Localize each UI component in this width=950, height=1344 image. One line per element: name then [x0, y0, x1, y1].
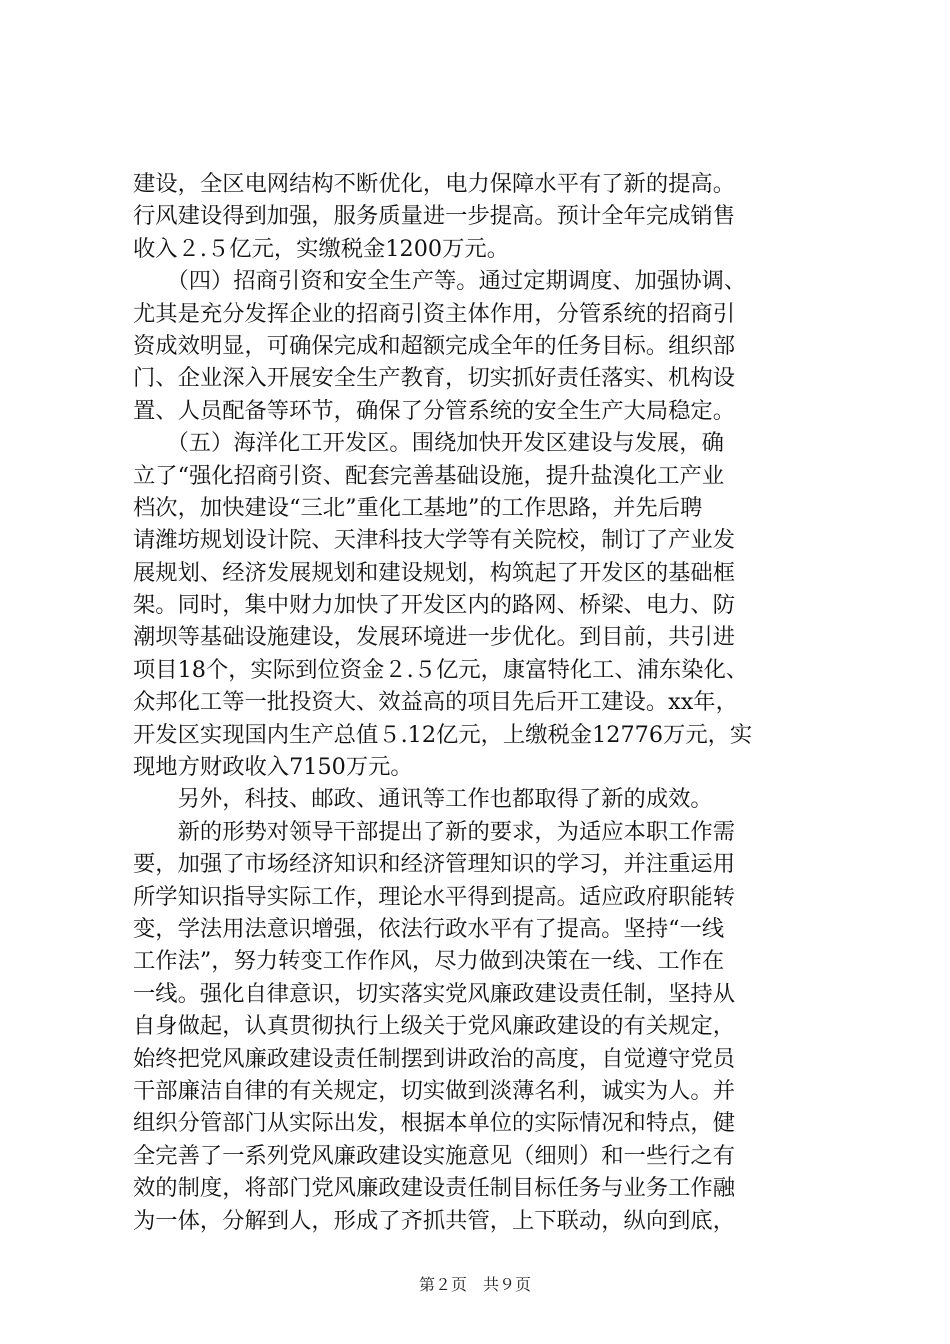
page-footer: 第２页 共９页 [418, 1275, 531, 1294]
text-line: 众邦化工等一批投资大、效益高的项目先后开工建设。xx年， [133, 689, 738, 716]
text-line: 要，加强了市场经济知识和经济管理知识的学习，并注重运用 [133, 851, 736, 878]
text-line: 干部廉洁自律的有关规定，切实做到淡薄名利，诚实为人。并 [133, 1077, 736, 1104]
text-line: 潮坝等基础设施建设，发展环境进一步优化。到目前，共引进 [133, 624, 736, 651]
text-line: （四）招商引资和安全生产等。通过定期调度、加强协调、 [133, 268, 747, 295]
text-line: 变，学法用法意识增强，依法行政水平有了提高。坚持“一线 [133, 915, 725, 942]
text-line: 资成效明显，可确保完成和超额完成全年的任务目标。组织部 [133, 332, 736, 359]
text-line: 门、企业深入开展安全生产教育，切实抓好责任落实、机构设 [133, 365, 736, 392]
text-line: 现地方财政收入7150万元。 [133, 754, 413, 781]
text-line: 为一体，分解到人，形成了齐抓共管，上下联动，纵向到底， [133, 1207, 736, 1234]
text-line: 收入２.５亿元，实缴税金1200万元。 [133, 235, 509, 262]
text-line: 新的形势对领导干部提出了新的要求，为适应本职工作需 [133, 818, 736, 845]
text-line: 一线。强化自律意识，切实落实党风廉政建设责任制，坚持从 [133, 980, 736, 1007]
body-text [133, 168, 823, 1237]
text-line: 开发区实现国内生产总值５.12亿元，上缴税金12776万元，实 [133, 721, 753, 748]
text-line: 立了“强化招商引资、配套完善基础设施，提升盐溴化工产业 [133, 462, 725, 489]
text-line: 展规划、经济发展规划和建设规划，构筑起了开发区的基础框 [133, 559, 736, 586]
text-line: 所学知识指导实际工作，理论水平得到提高。适应政府职能转 [133, 883, 736, 910]
text-line: 自身做起，认真贯彻执行上级关于党风廉政建设的有关规定， [133, 1013, 736, 1040]
text-line: 组织分管部门从实际出发，根据本单位的实际情况和特点，健 [133, 1110, 736, 1137]
text-line: 尤其是充分发挥企业的招商引资主体作用，分管系统的招商引 [133, 300, 736, 327]
text-line: 档次，加快建设“三北”重化工基地”的工作思路，并先后聘 [133, 494, 703, 521]
text-line: 行风建设得到加强，服务质量进一步提高。预计全年完成销售 [133, 203, 736, 230]
text-line: 全完善了一系列党风廉政建设实施意见（细则）和一些行之有 [133, 1142, 736, 1169]
text-line: 效的制度，将部门党风廉政建设责任制目标任务与业务工作融 [133, 1175, 736, 1202]
text-line: 置、人员配备等环节，确保了分管系统的安全生产大局稳定。 [133, 397, 736, 424]
text-line: 始终把党风廉政建设责任制摆到讲政治的高度，自觉遵守党员 [133, 1045, 736, 1072]
text-line: 架。同时，集中财力加快了开发区内的路网、桥梁、电力、防 [133, 592, 736, 619]
text-line: 请潍坊规划设计院、天津科技大学等有关院校，制订了产业发 [133, 527, 736, 554]
text-line: 建设，全区电网结构不断优化，电力保障水平有了新的提高。 [133, 171, 736, 197]
text-line: 项目18个，实际到位资金２.５亿元，康富特化工、浦东染化、 [133, 656, 749, 683]
text-line: （五）海洋化工开发区。围绕加快开发区建设与发展，确 [133, 430, 724, 457]
text-line: 工作法”，努力转变工作作风，尽力做到决策在一线、工作在 [133, 948, 725, 975]
text-line: 另外，科技、邮政、通讯等工作也都取得了新的成效。 [133, 786, 713, 813]
